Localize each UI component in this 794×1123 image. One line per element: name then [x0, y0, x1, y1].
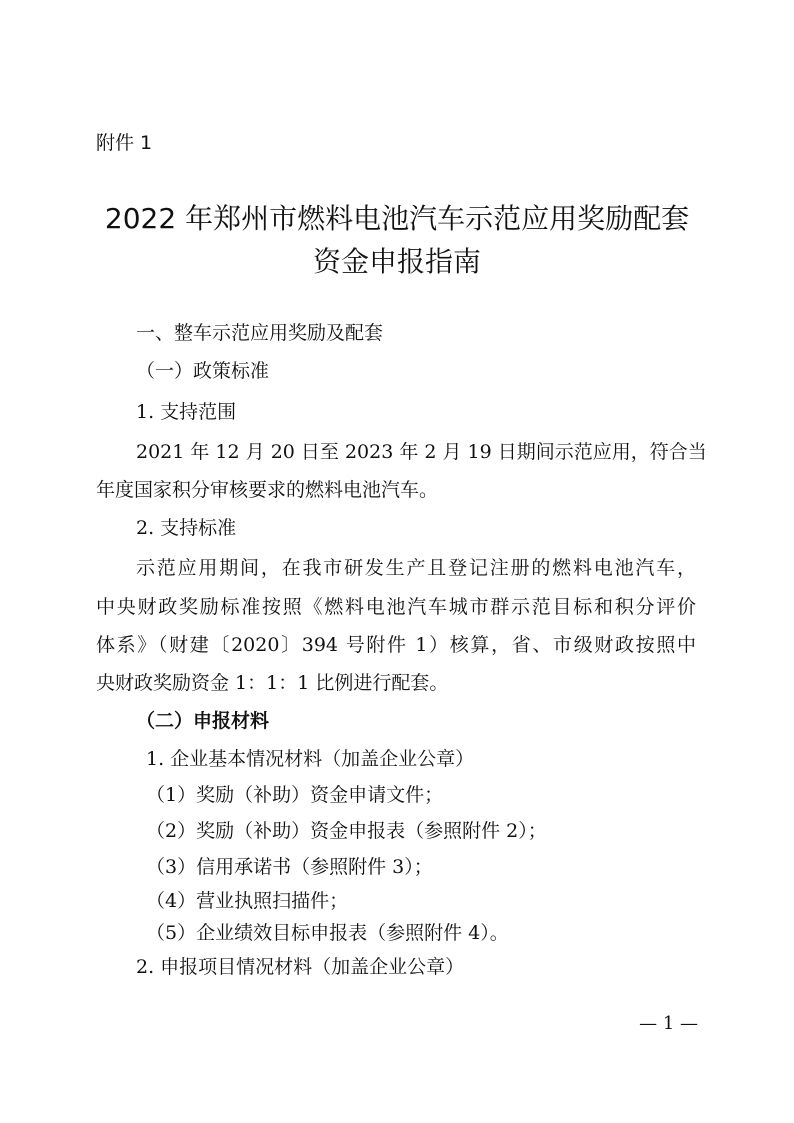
support-scope-text-line-2: 年度国家积分审核要求的燃料电池汽车。 — [96, 479, 439, 501]
material-list-item: （3）信用承诺书（参照附件 3）； — [146, 856, 433, 878]
support-scope-text-line-1: 2021 年 12 月 20 日至 2023 年 2 月 19 日期间示范应用，符合当 — [136, 441, 707, 463]
attachment-label: 附件 1 — [96, 132, 153, 154]
material-list-item: （1）奖励（补助）资金申请文件； — [146, 784, 444, 806]
material-list-item: （4）营业执照扫描件； — [146, 890, 349, 912]
support-standard-text-line-2: 中央财政奖励标准按照《燃料电池汽车城市群示范目标和积分评价 — [96, 596, 696, 618]
document-title-line-1: 2022 年郑州市燃料电池汽车示范应用奖励配套 — [104, 202, 690, 235]
page-number: — 1 — — [639, 1013, 698, 1034]
item-support-scope-heading: 1. 支持范围 — [136, 401, 237, 423]
item-project-materials-heading: 2. 申报项目情况材料（加盖企业公章） — [136, 956, 465, 978]
document-title-line-2: 资金申报指南 — [312, 245, 481, 278]
subsection-materials-heading: （二）申报材料 — [136, 710, 270, 732]
material-list-item: （2）奖励（补助）资金申报表（参照附件 2）； — [146, 820, 547, 842]
subsection-policy-heading: （一）政策标准 — [136, 360, 270, 382]
item-company-materials-heading: 1. 企业基本情况材料（加盖企业公章） — [146, 748, 475, 770]
support-standard-text-line-3: 体系》（财建〔2020〕394 号附件 1）核算，省、市级财政按照中 — [96, 634, 696, 656]
material-list-item: （5）企业绩效目标申报表（参照附件 4）。 — [146, 922, 509, 944]
section-1-heading: 一、整车示范应用奖励及配套 — [136, 322, 384, 344]
support-standard-text-line-4: 央财政奖励资金 1：1：1 比例进行配套。 — [96, 672, 449, 694]
support-standard-text-line-1: 示范应用期间，在我市研发生产且登记注册的燃料电池汽车， — [136, 557, 696, 579]
item-support-standard-heading: 2. 支持标准 — [136, 517, 237, 539]
